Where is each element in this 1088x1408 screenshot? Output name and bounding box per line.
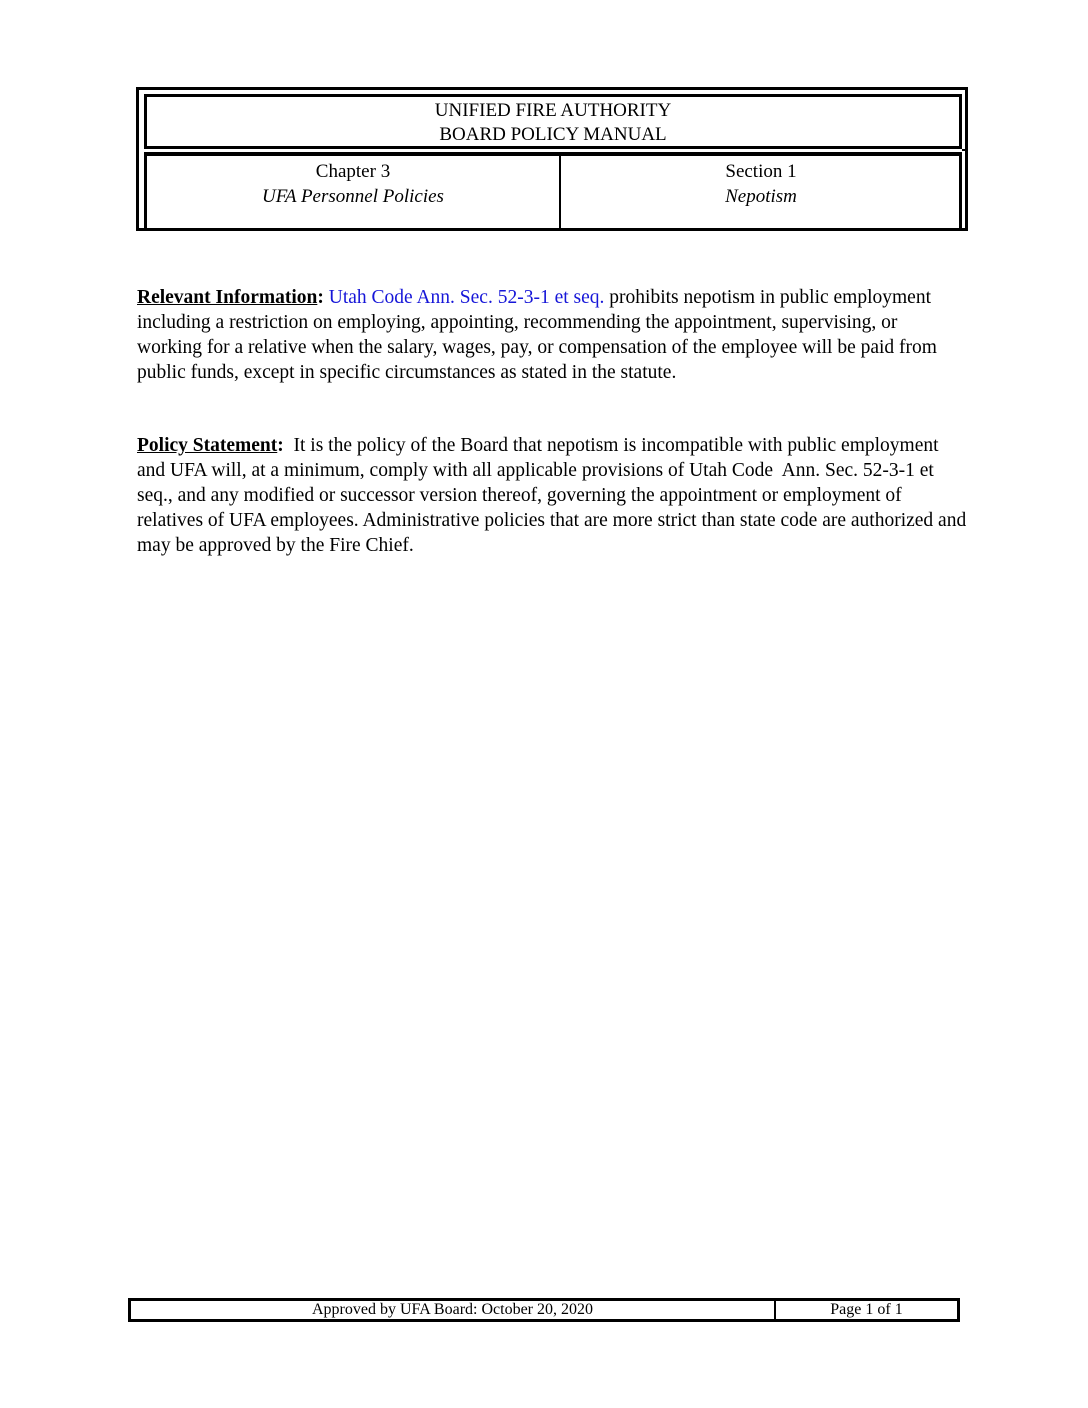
manual-title: BOARD POLICY MANUAL [439, 124, 667, 145]
utah-code-link[interactable]: Utah Code Ann. Sec. 52-3-1 et seq. [328, 287, 605, 308]
section-title: Nepotism [725, 186, 797, 207]
relevant-information-colon: : [317, 287, 324, 308]
header-title-box [144, 94, 962, 149]
chapter-label: Chapter 3 [315, 161, 391, 182]
chapter-cell [147, 156, 561, 231]
header-chapter-section-row [144, 152, 962, 231]
organization-name: UNIFIED FIRE AUTHORITY [434, 100, 672, 121]
section-label: Section 1 [725, 161, 797, 182]
policy-statement-paragraph [137, 433, 972, 558]
section-cell [563, 156, 959, 231]
relevant-information-label: Relevant Information [137, 287, 318, 308]
relevant-information-paragraph [137, 285, 967, 385]
policy-statement-label: Policy Statement [137, 435, 278, 456]
chapter-title: UFA Personnel Policies [262, 186, 444, 207]
relevant-information-text: prohibits nepotism in public employment including a restriction on employing, appointing, recommending the appointment, supervising, or working for a relative when the salary, wages, pay, or compensation of the employee will be paid from public funds, except in specific circumstances as stated in the statute. [137, 287, 937, 383]
approval-date: Approved by UFA Board: October 20, 2020 [131, 1301, 776, 1319]
header-divider [962, 149, 968, 154]
policy-statement-text: It is the policy of the Board that nepotism is incompatible with public employment and UFA will, at a minimum, comply with all applicable provisions of Utah Code Ann. Sec. 52-3-1 et seq., and any modified or successor version thereof, governing the appointment or employment of relatives of UFA employees. Administrative policies that are more strict than state code are authorized and may be approved by the Fire Chief. [137, 435, 972, 556]
footer-table [128, 1298, 960, 1322]
policy-statement-colon: : [277, 435, 284, 456]
page-number: Page 1 of 1 [830, 1301, 903, 1318]
